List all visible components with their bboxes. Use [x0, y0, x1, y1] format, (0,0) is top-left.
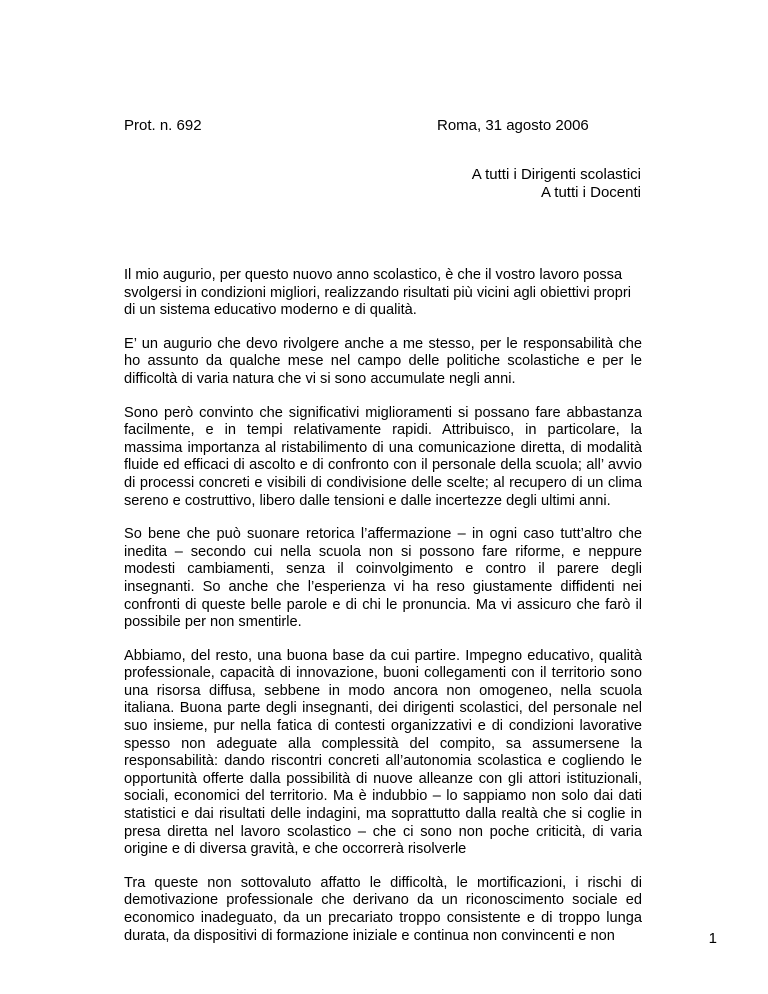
place-date: Roma, 31 agosto 2006	[437, 117, 589, 134]
paragraph: So bene che può suonare retorica l’affermazione – in ogni caso tutt’altro che inedita – secondo cui nella scuola non si possono fare riforme, e neppure modesti cambiamenti, senza il coinvolgimento e contro il parere degli insegnanti. So anche che l’esperienza vi ha reso giustamente diffidenti nei confronti di queste belle parole e di chi le pronuncia. Ma vi assicuro che farò il possibile per non smentirle.	[124, 526, 642, 631]
paragraph: Abbiamo, del resto, una buona base da cui partire. Impegno educativo, qualità professionale, capacità di innovazione, buoni collegamenti con il territorio sono una risorsa diffusa, sebbene in modo ancora non omogeneo, nella scuola italiana. Buona parte degli insegnanti, dei dirigenti scolastici, del personale nel suo insieme, pur nella fatica di contesti organizzativi e di condizioni lavorative spesso non adeguate alla complessità del compito, sa assumersene la responsabilità: dando riscontri concreti all’autonomia scolastica e cogliendo le opportunità offerte dalla possibilità di nuove alleanze con gli attori istituzionali, sociali, economici del territorio. Ma è indubbio – lo sappiamo non solo dai dati statistici e dai risultati delle indagini, ma soprattutto dalla realtà che si coglie in presa diretta nel lavoro scolastico – che ci sono non poche criticità, di varia origine e di diversa gravità, e che occorrerà risolverle	[124, 647, 642, 858]
paragraph: Il mio augurio, per questo nuovo anno scolastico, è che il vostro lavoro possa svolgersi in condizioni migliori, realizzando risultati più vicini agli obiettivi propri di un sistema educativo moderno e di qualità.	[124, 267, 631, 319]
recipient-line: A tutti i Dirigenti scolastici	[471, 166, 641, 183]
protocol-number: Prot. n. 692	[124, 117, 202, 134]
letter-body	[124, 267, 642, 961]
recipient-line: A tutti i Docenti	[540, 184, 641, 201]
paragraph: Sono però convinto che significativi miglioramenti si possano fare abbastanza facilmente, e in tempi relativamente rapidi. Attribuisco, in particolare, la massima importanza al ristabilimento di una comunicazione diretta, di modalità fluide ed efficaci di ascolto e di confronto con il personale della scuola; all’ avvio di processi concreti e visibili di condivisione delle scelte; al recupero di un clima sereno e costruttivo, libero dalle tensioni e dalle incertezze degli ultimi anni.	[124, 404, 642, 509]
paragraph: E’ un augurio che devo rivolgere anche a me stesso, per le responsabilità che ho assunto da qualche mese nel campo delle politiche scolastiche e per le difficoltà di varia natura che vi si sono accumulate negli anni.	[124, 335, 642, 387]
page-number: 1	[708, 930, 717, 947]
recipients-block	[472, 166, 641, 202]
paragraph: Tra queste non sottovaluto affatto le difficoltà, le mortificazioni, i rischi di demotivazione professionale che derivano da un riconoscimento sociale ed economico inadeguato, da un precariato troppo consistente e di troppo lunga durata, da dispositivi di formazione iniziale e continua non convincenti e non	[124, 874, 642, 944]
